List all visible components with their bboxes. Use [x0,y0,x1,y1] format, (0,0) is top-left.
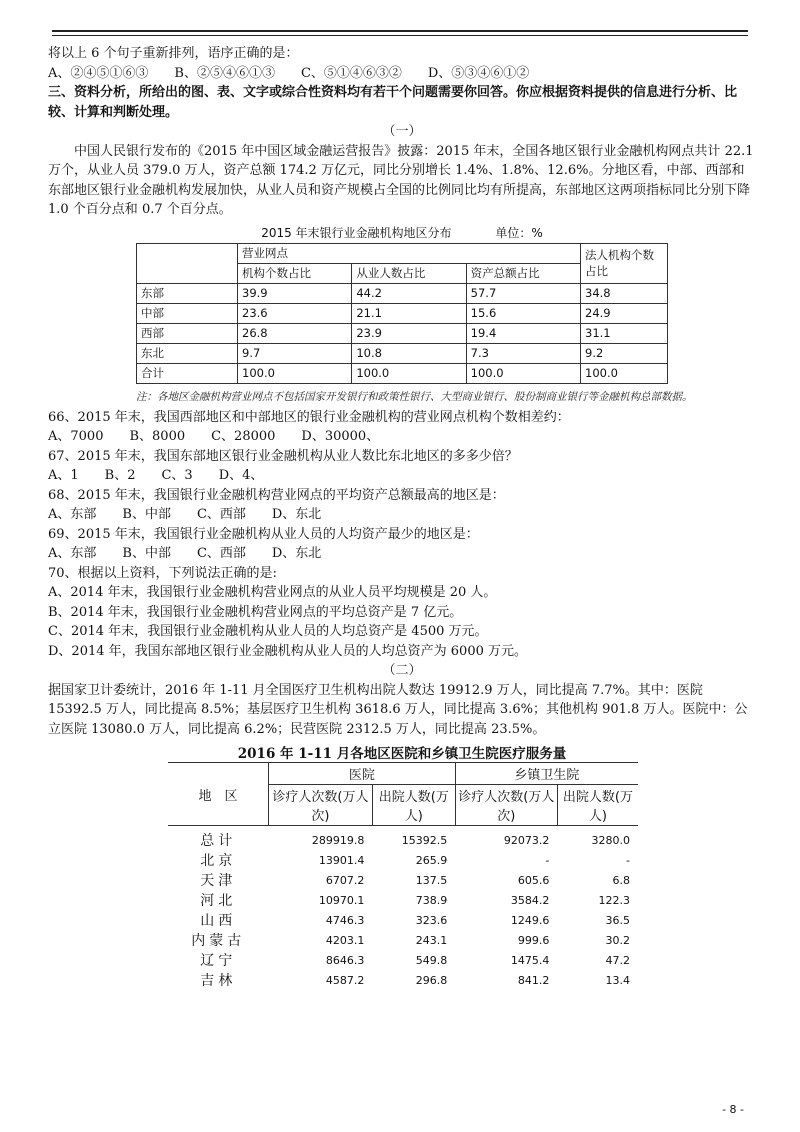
cell: 9.7 [238,343,352,363]
cell: 605.6 [517,873,550,887]
table-unit-1: 单位：% [495,225,543,240]
medical-service-table [168,762,638,990]
row-region: 天津 [200,873,237,889]
cell: 47.2 [605,953,630,967]
col-header: 诊疗人次数(万人次) [269,785,373,826]
table-title-1: 2015 年末银行业金融机构地区分布 [261,225,452,240]
row-region: 中部 [137,303,238,323]
cell: 289919.8 [311,833,365,847]
cell: 13901.4 [318,853,365,867]
row-region: 东北 [137,343,238,363]
cell: 57.7 [466,283,580,303]
header-legal-entities: 法人机构个数占比 [581,243,668,283]
cell: 3584.2 [510,893,550,907]
part-label-2: （二） [382,663,422,678]
question-70-option-d: D、2014 年，我国东部地区银行业金融机构从业人员的人均总资产为 6000 万元。 [48,643,527,659]
table-row [137,363,668,383]
cell: 10970.1 [318,893,365,907]
question-70-option-c: C、2014 年末，我国银行业金融机构从业人员的人均总资产是 4500 万元。 [48,624,488,639]
cell: 137.5 [415,873,448,887]
cell: 21.1 [352,303,466,323]
cell: 549.8 [415,953,448,967]
cell: - [626,853,630,867]
cell: 6707.2 [325,873,365,887]
cell: 265.9 [415,853,448,867]
row-region: 内蒙古 [191,933,246,949]
cell: 44.2 [352,283,466,303]
cell: 36.5 [605,913,630,927]
cell: 1249.6 [510,913,550,927]
question-69: 69、2015 年末，我国银行业金融机构从业人员的人均资产最少的地区是： [48,526,479,542]
cell: 1475.4 [510,953,550,967]
table-row [168,850,638,870]
col-header: 出院人数(万人) [372,785,455,826]
cell: 122.3 [598,893,630,907]
cell: 323.6 [415,913,448,927]
cell: 10.8 [352,343,466,363]
row-region: 北京 [200,853,237,869]
cell: 34.8 [581,283,668,303]
cell: 100.0 [581,363,668,383]
cell: 19.4 [466,323,580,343]
table-row [168,870,638,890]
cell: 9.2 [581,343,668,363]
question-text: 将以上 6 个句子重新排列，语序正确的是： [48,46,299,61]
table-row [168,950,638,970]
cell: 841.2 [517,973,550,987]
cell: 4203.1 [325,933,365,947]
cell: 296.8 [415,973,448,987]
page-content [48,44,756,990]
table-row [137,343,668,363]
row-region: 合计 [137,363,238,383]
table-note: 注：各地区金融机构营业网点不包括国家开发银行和政策性银行、大型商业银行、股份制商业银行等金融机构总部数据。 [136,390,693,403]
row-region: 西部 [137,323,238,343]
col-header: 诊疗人次数(万人次) [455,785,557,826]
cell: 4746.3 [325,913,365,927]
cell: 4587.2 [325,973,365,987]
cell: 26.8 [238,323,352,343]
question-70: 70、根据以上资料，下列说法正确的是: [48,565,277,581]
cell: 243.1 [415,933,448,947]
part-label-1: （一） [382,124,422,139]
cell: 24.9 [581,303,668,323]
table-row [168,970,638,990]
question-70-option-a: A、2014 年末，我国银行业金融机构营业网点的从业人员平均规模是 20 人。 [48,585,497,600]
table-header-row [168,763,638,785]
cell: 15.6 [466,303,580,323]
cell: 100.0 [466,363,580,383]
cell: 999.6 [517,933,550,947]
question-69-options: A、东部 B、中部 C、西部 D、东北 [48,546,322,561]
row-region: 东部 [137,283,238,303]
bank-distribution-table [136,243,668,384]
cell: 738.9 [415,893,448,907]
header-rule-thick [52,30,748,32]
row-region: 辽宁 [200,953,237,969]
question-options: A、②④⑤①⑥③ B、②⑤④⑥①③ C、⑤①④⑥③② D、⑤③④⑥①② [48,65,530,81]
section-heading: 三、资料分析，所给出的图、表、文字或综合性资料均有若干个问题需要你回答。你应根据资料提供的信息进行分析、比较、计算和判断处理。 [48,85,738,120]
row-region: 山西 [200,913,237,929]
cell: 100.0 [352,363,466,383]
cell: 23.6 [238,303,352,323]
header-group-hospital: 医院 [269,763,456,785]
table-row [137,323,668,343]
cell: 39.9 [238,283,352,303]
cell: - [545,853,550,867]
question-68: 68、2015 年末，我国银行业金融机构营业网点的平均资产总额最高的地区是： [48,487,505,503]
region-header: 地 区 [168,763,269,826]
passage-1: 中国人民银行发布的《2015 年中国区域金融运营报告》披露：2015 年末，全国各地区银行业金融机构网点共计 22.1 万个，从业人员 379.0 万人，资产总额 174.2 万亿元，同比分别增长 1.4%、1.8%、12.6%。分地区看，中部、西部和东部地区银行业金融机构发展加快，从业人员和资产规模占全国的比例同比均有所提高，东部地区这两项指标同比分别下降 1.0 个百分点和 0.7 个百分点。 [48,143,754,217]
cell: 15392.5 [401,833,448,847]
passage-2: 据国家卫计委统计，2016 年 1-11 月全国医疗卫生机构出院人数达 19912.9 万人，同比提高 7.7%。其中：医院 15392.5 万人，同比提高 8.5%；基层医疗卫生机构 3618.6 万人，同比提高 3.6%；其他机构 901.8 万人。医院中：公立医院 13080.0 万人，同比提高 6.2%；民营医院 2312.5 万人，同比提高 23.5%。 [48,682,748,737]
table-header-row [137,243,668,263]
row-region: 吉林 [200,973,237,989]
table-row [168,826,638,851]
header-rule-thin [52,35,748,36]
header-group-outlets: 营业网点 [238,243,581,263]
cell: 31.1 [581,323,668,343]
row-region: 河北 [200,893,237,909]
header-group-township: 乡镇卫生院 [455,763,638,785]
cell: 13.4 [605,973,630,987]
table-title-2: 2016 年 1-11 月各地区医院和乡镇卫生院医疗服务量 [237,746,567,762]
table-row [168,930,638,950]
question-67-options: A、1 B、2 C、3 D、4、 [48,468,264,483]
cell: 7.3 [466,343,580,363]
table-caption-1 [48,224,756,241]
cell: 100.0 [238,363,352,383]
cell: 23.9 [352,323,466,343]
table-row [137,283,668,303]
table-row [137,303,668,323]
cell: 3280.0 [591,833,630,847]
col-header: 资产总额占比 [466,263,580,283]
col-header: 出院人数(万人) [557,785,638,826]
table-row [168,910,638,930]
corner-cell [137,243,238,283]
cell: 8646.3 [325,953,365,967]
cell: 30.2 [605,933,630,947]
question-66: 66、2015 年末，我国西部地区和中部地区的银行业金融机构的营业网点机构个数相差约： [48,409,570,425]
cell: 92073.2 [503,833,550,847]
cell: 6.8 [612,873,630,887]
question-67: 67、2015 年末，我国东部地区银行业金融机构从业人数比东北地区的多多少倍？ [48,448,518,464]
table-row [168,890,638,910]
question-70-option-b: B、2014 年末，我国银行业金融机构营业网点的平均总资产是 7 亿元。 [48,604,463,620]
question-66-options: A、7000 B、8000 C、28000 D、30000、 [48,429,380,444]
page-number: - 8 - [722,1103,744,1116]
col-header: 从业人数占比 [352,263,466,283]
question-68-options: A、东部 B、中部 C、西部 D、东北 [48,507,322,522]
row-region: 总计 [200,833,237,849]
col-header: 机构个数占比 [238,263,352,283]
